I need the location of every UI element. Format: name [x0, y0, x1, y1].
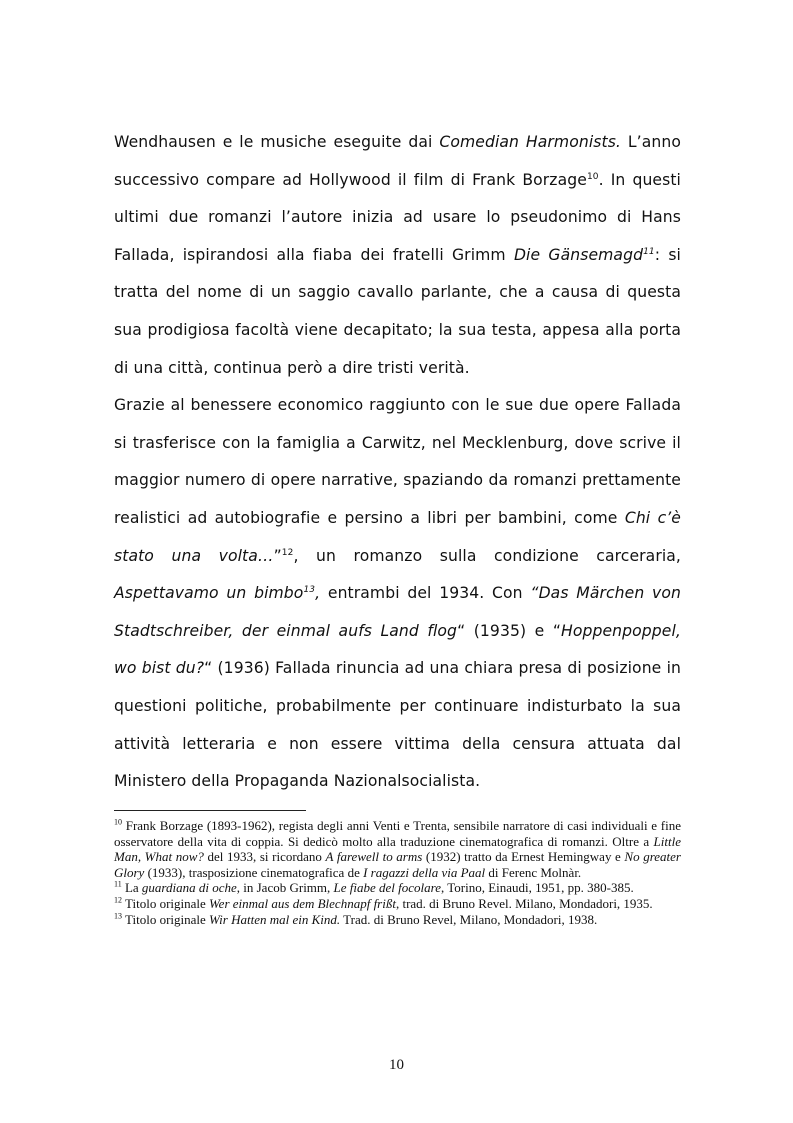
- italic-title-aspettavamo-un-bimbo: Aspettavamo un bimbo: [114, 584, 304, 603]
- text-run: Trad. di Bruno Revel, Milano, Mondadori, 1938.: [340, 911, 598, 927]
- text-run: , un romanzo sulla condizione carceraria,: [293, 546, 681, 565]
- text-run: Frank Borzage (1893-1962), regista degli anni Venti e Trenta, sensibile narratore di casi individuali e fine osservatore della vita di coppia. Si dedicò molto alla traduzione cinematografica di romanzi. Oltre a: [114, 818, 681, 849]
- text-run: , in Jacob Grimm,: [236, 880, 334, 896]
- footnote-12: [114, 896, 681, 912]
- text-run: , Torino, Einaudi, 1951, pp. 380-385.: [441, 880, 634, 896]
- italic-title: I ragazzi della via Paal: [363, 864, 486, 880]
- footnote-ref-13: 13: [303, 584, 316, 595]
- footnote-ref-12: 12: [281, 547, 294, 558]
- italic-title: Little Man, What now?: [114, 833, 681, 865]
- text-run: Grazie al benessere economico raggiunto con le sue due opere Fallada si trasferisce con la famiglia a Carwitz, nel Mecklenburg, dove scrive il maggior numero di opere narrative, spaziando da romanzi prettamente realistici ad autobiografie e persino a libri per bambini, come: [114, 396, 681, 527]
- text-run: Titolo originale: [122, 895, 210, 911]
- footnote-separator: [114, 810, 306, 811]
- text-run: di Ferenc Molnàr.: [485, 864, 582, 880]
- text-run: “ (1935) e “: [457, 621, 562, 640]
- footnote-ref-11: 11: [643, 246, 655, 257]
- footnote-11: [114, 880, 681, 896]
- text-run: “ (1936) Fallada rinuncia ad una chiara presa di posizione in questioni politiche, probabilmente per continuare indisturbato la sua attività letteraria e non essere vittima della censura attuata dal Ministero della Propaganda Nazionalsocialista.: [114, 659, 681, 791]
- text-run: : si tratta del nome di un saggio cavallo parlante, che a causa di questa sua prodigiosa facoltà viene decapitato; la sua testa, appesa alla porta di una città, continua però a dire tristi verità.: [114, 245, 681, 377]
- text-run: entrambi del 1934. Con: [320, 584, 531, 603]
- italic-title-die-gansemagd: Die Gänsemagd: [513, 245, 644, 264]
- italic-title: No greater Glory: [114, 849, 681, 880]
- paragraph-1: [114, 124, 681, 387]
- footnote-ref-10: 10: [586, 171, 599, 182]
- footnotes: [114, 818, 681, 927]
- italic-title-comedian-harmonists: Comedian Harmonists.: [439, 133, 621, 151]
- italic-title: Wir Hatten mal ein Kind.: [209, 911, 341, 927]
- italic-title: guardiana di oche: [141, 880, 237, 896]
- footnote-number: 11: [114, 880, 122, 890]
- text-run: (1933), trasposizione cinematografica de: [144, 864, 364, 880]
- text-run: del 1933, si ricordano: [203, 849, 326, 865]
- page-number: 10: [389, 1057, 404, 1073]
- footnote-number: 13: [114, 911, 122, 921]
- text-run: (1932) tratto da Ernest Hemingway e: [422, 849, 625, 865]
- italic-title-hoppenpoppel: Hoppenpoppel, wo bist du?: [114, 621, 681, 678]
- text-run: Wendhausen e le musiche eseguite dai: [114, 133, 440, 151]
- text-run: La: [121, 880, 142, 896]
- text-run: ”: [273, 546, 282, 565]
- footnote-number: 10: [114, 817, 122, 827]
- text-run: . In questi ultimi due romanzi l’autore inizia ad usare lo pseudonimo di Hans Fallada, ispirandosi alla fiaba dei fratelli Grimm: [114, 170, 681, 264]
- footnote-number: 12: [114, 895, 122, 905]
- paragraph-2: [114, 387, 681, 801]
- italic-title-chi-ce-stato: Chi c’è stato una volta…: [114, 508, 681, 565]
- italic-title: A farewell to arms: [325, 849, 423, 865]
- footnote-13: [114, 912, 681, 928]
- footnote-10: [114, 818, 681, 880]
- text-run: Titolo originale: [122, 911, 210, 927]
- text-run: L’anno successivo compare ad Hollywood il film di Frank Borzage: [114, 133, 681, 189]
- main-text: [114, 124, 681, 801]
- italic-title-das-marchen: “Das Märchen von Stadtschreiber, der einmal aufs Land flog: [114, 584, 681, 640]
- text-run: , trad. di Bruno Revel. Milano, Mondadori, 1935.: [395, 895, 653, 911]
- italic-title: Le fiabe del focolare: [333, 880, 441, 896]
- italic-comma: ,: [315, 584, 321, 603]
- italic-title: Wer einmal aus dem Blechnapf frißt: [209, 895, 396, 911]
